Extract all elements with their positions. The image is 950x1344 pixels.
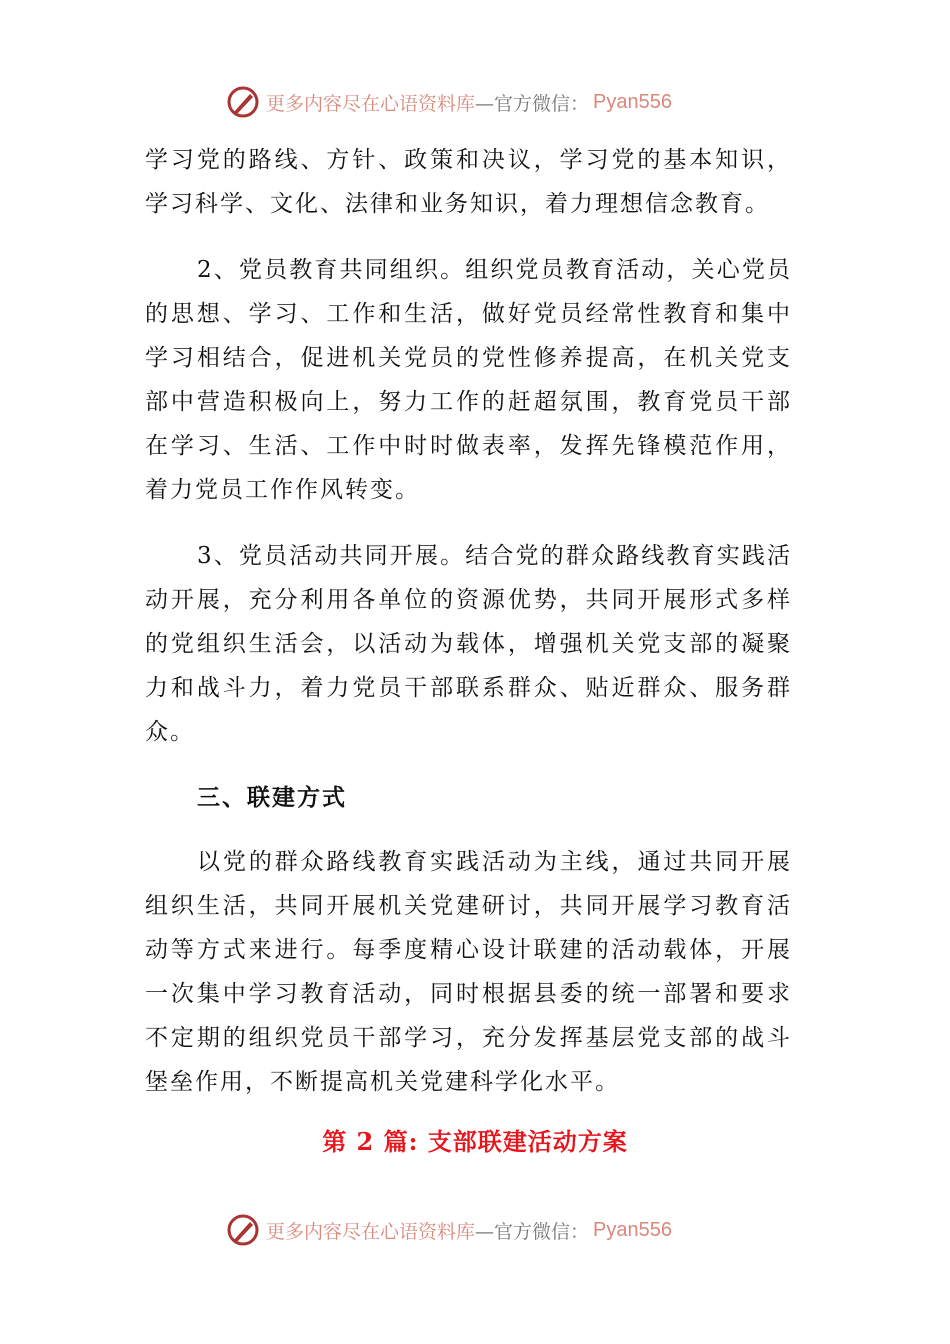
text-line: 的党组织生活会，以活动为载体，增强机关党支部的凝聚 bbox=[145, 631, 790, 657]
header-watermark bbox=[226, 82, 672, 122]
document-body bbox=[145, 138, 790, 1126]
text-line: 以党的群众路线教育实践活动为主线，通过共同开展 bbox=[197, 849, 790, 875]
text-line: 部中营造积极向上，努力工作的赶超氛围，教育党员干部 bbox=[145, 389, 790, 415]
text-line: 学习相结合，促进机关党员的党性修养提高，在机关党支 bbox=[145, 345, 790, 371]
footer-watermark bbox=[226, 1210, 672, 1250]
text-line: 一次集中学习教育活动，同时根据县委的统一部署和要求 bbox=[145, 981, 790, 1007]
paragraph bbox=[145, 534, 790, 754]
section-title: 第 2 篇: 支部联建活动方案 bbox=[322, 1127, 628, 1156]
text-line: 学习党的路线、方针、政策和决议，学习党的基本知识， bbox=[145, 147, 790, 173]
text-line: 着力党员工作作风转变。 bbox=[145, 477, 420, 503]
text-line: 动等方式来进行。每季度精心设计联建的活动载体，开展 bbox=[145, 937, 790, 963]
text-line: 堡垒作用，不断提高机关党建科学化水平。 bbox=[145, 1069, 620, 1095]
text-line: 2、党员教育共同组织。组织党员教育活动，关心党员 bbox=[197, 257, 790, 283]
text-line: 在学习、生活、工作中时时做表率，发挥先锋模范作用， bbox=[145, 433, 790, 459]
paragraph bbox=[145, 138, 790, 226]
section-heading: 三、联建方式 bbox=[197, 785, 347, 811]
text-line: 动开展，充分利用各单位的资源优势，共同开展形式多样 bbox=[145, 587, 790, 613]
paragraph bbox=[145, 248, 790, 512]
watermark-text: 更多内容尽在心语资料库 bbox=[266, 92, 476, 115]
pen-logo-icon bbox=[226, 1213, 260, 1247]
paragraph bbox=[145, 840, 790, 1104]
text-line: 3、党员活动共同开展。结合党的群众路线教育实践活 bbox=[197, 543, 790, 569]
text-line: 众。 bbox=[145, 719, 195, 745]
text-line: 不定期的组织党员干部学习，充分发挥基层党支部的战斗 bbox=[145, 1025, 790, 1051]
text-line: 力和战斗力，着力党员干部联系群众、贴近群众、服务群 bbox=[145, 675, 790, 701]
watermark-wechat-id: Pyan556 bbox=[593, 1218, 672, 1241]
pen-logo-icon bbox=[226, 85, 260, 119]
text-line: 的思想、学习、工作和生活，做好党员经常性教育和集中 bbox=[145, 301, 790, 327]
watermark-wechat-label: —官方微信： bbox=[475, 1220, 590, 1243]
watermark-wechat-label: —官方微信： bbox=[475, 92, 590, 115]
watermark-wechat-id: Pyan556 bbox=[593, 90, 672, 113]
text-line: 学习科学、文化、法律和业务知识，着力理想信念教育。 bbox=[145, 191, 770, 217]
watermark-text: 更多内容尽在心语资料库 bbox=[266, 1220, 476, 1243]
text-line: 组织生活，共同开展机关党建研讨，共同开展学习教育活 bbox=[145, 893, 790, 919]
